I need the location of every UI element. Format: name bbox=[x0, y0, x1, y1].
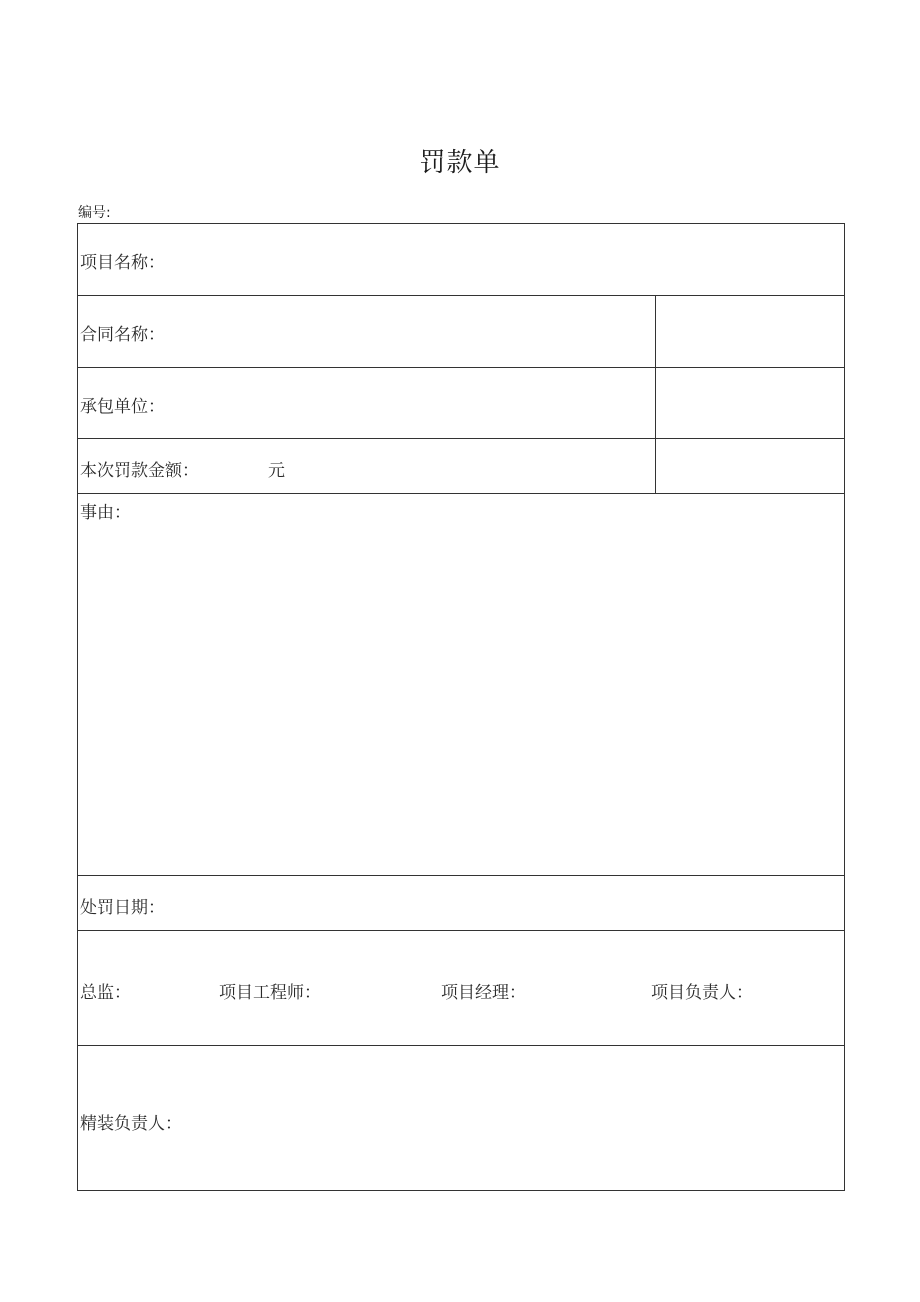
penalty-amount-label: 本次罚款金额： bbox=[80, 461, 199, 481]
row-signatures bbox=[78, 931, 844, 1046]
contractor-label: 承包单位： bbox=[80, 397, 165, 417]
contractor-side-cell[interactable] bbox=[655, 368, 844, 438]
penalty-amount-unit: 元 bbox=[268, 461, 285, 481]
decoration-leader-label: 精装负责人： bbox=[80, 1114, 182, 1134]
project-leader-label: 项目负责人： bbox=[651, 983, 753, 1003]
project-name-label: 项目名称： bbox=[80, 253, 165, 273]
contract-name-side-cell[interactable] bbox=[655, 296, 844, 367]
row-penalty-date[interactable] bbox=[78, 876, 844, 931]
penalty-date-label: 处罚日期： bbox=[80, 898, 165, 918]
document-title: 罚款单 bbox=[419, 148, 501, 178]
penalty-amount-side-cell[interactable] bbox=[655, 439, 844, 493]
reason-label: 事由： bbox=[80, 503, 131, 523]
row-penalty-amount bbox=[78, 439, 844, 494]
row-contractor bbox=[78, 368, 844, 439]
row-contract-name bbox=[78, 296, 844, 368]
project-manager-label: 项目经理： bbox=[441, 983, 526, 1003]
project-engineer-label: 项目工程师： bbox=[219, 983, 321, 1003]
row-project-name bbox=[78, 224, 844, 296]
serial-number-label: 编号: bbox=[78, 205, 111, 221]
penalty-form-table bbox=[77, 223, 845, 1191]
chief-supervisor-label: 总监： bbox=[80, 983, 131, 1003]
row-decoration-leader[interactable] bbox=[78, 1046, 844, 1190]
row-reason[interactable] bbox=[78, 494, 844, 876]
contract-name-label: 合同名称： bbox=[80, 325, 165, 345]
